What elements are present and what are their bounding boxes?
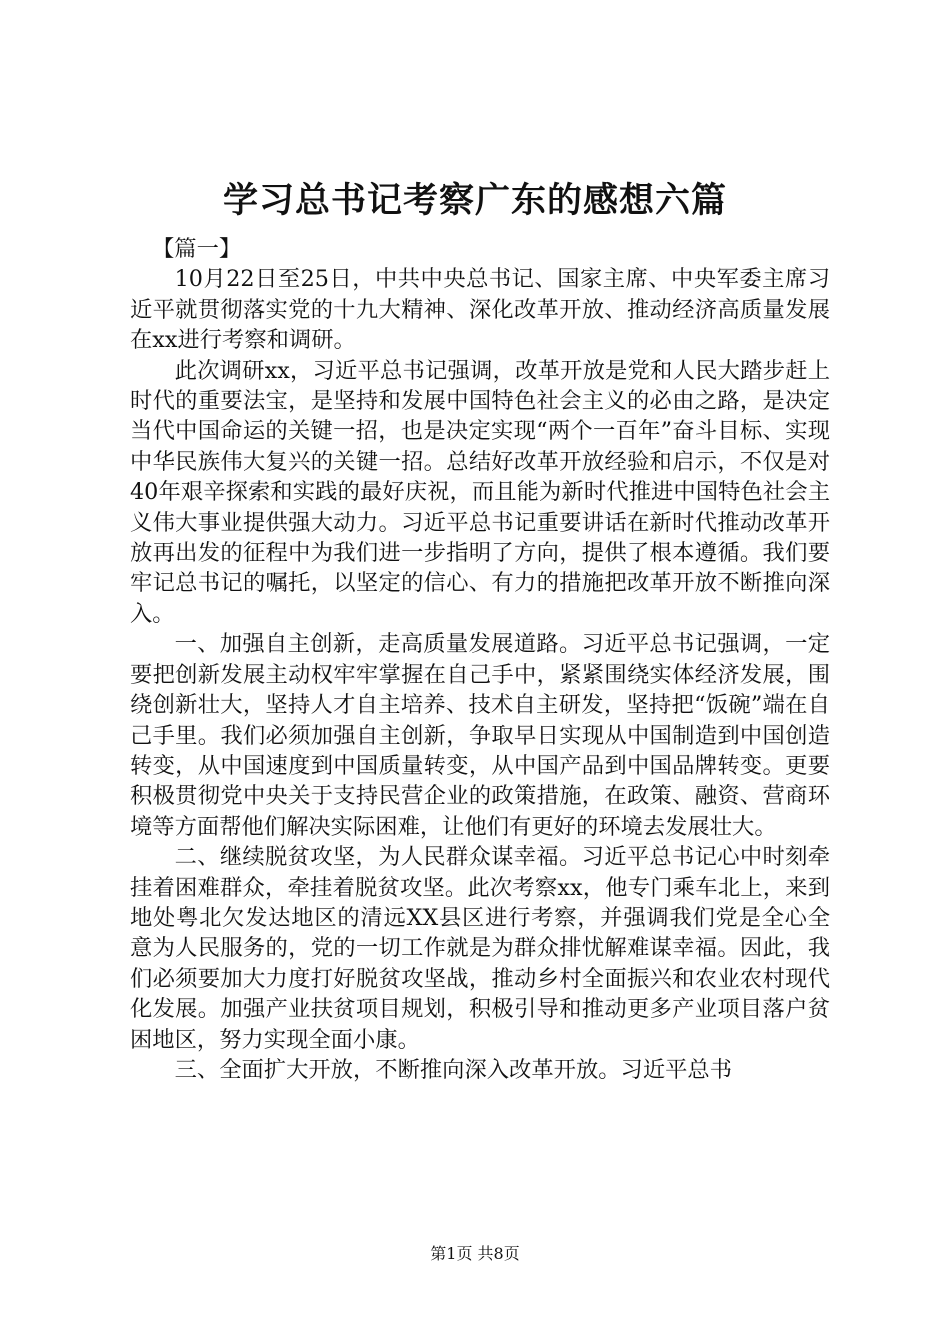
paragraph-reform: 此次调研xx，习近平总书记强调，改革开放是党和人民大踏步赶上时代的重要法宝，是坚持和发展中国特色社会主义的必由之路，是决定当代中国命运的关键一招，也是决定实现“两个一百年”奋斗目标、实现中华民族伟大复兴的关键一招。总结好改革开放经验和启示，不仅是对40年艰辛探索和实践的最好庆祝，而且能为新时代推进中国特色社会主义伟大事业提供强大动力。习近平总书记重要讲话在新时代推动改革开放再出发的征程中为我们进一步指明了方向，提供了根本遵循。我们要牢记总书记的嘱托，以坚定的信心、有力的措施把改革开放不断推向深入。 — [130, 357, 830, 627]
document-body — [130, 234, 830, 1085]
section-label: 【篇一】 — [152, 236, 242, 262]
paragraph-point-one: 一、加强自主创新，走高质量发展道路。习近平总书记强调，一定要把创新发展主动权牢牢掌握在自己手中，紧紧围绕实体经济发展，围绕创新壮大，坚持人才自主培养、技术自主研发，坚持把“饭碗”端在自己手里。我们必须加强自主创新，争取早日实现从中国制造到中国创造转变，从中国速度到中国质量转变，从中国产品到中国品牌转变。更要积极贯彻党中央关于支持民营企业的政策措施，在政策、融资、营商环境等方面帮他们解决实际困难，让他们有更好的环境去发展壮大。 — [130, 631, 830, 840]
paragraph-intro: 10月22日至25日，中共中央总书记、国家主席、中央军委主席习近平就贯彻落实党的十九大精神、深化改革开放、推动经济高质量发展在xx进行考察和调研。 — [130, 266, 830, 354]
document-title: 学习总书记考察广东的感想六篇 — [222, 180, 727, 221]
paragraph-point-two: 二、继续脱贫攻坚，为人民群众谋幸福。习近平总书记心中时刻牵挂着困难群众，牵挂着脱贫攻坚。此次考察xx，他专门乘车北上，来到地处粤北欠发达地区的清远XX县区进行考察，并强调我们党是全心全意为人民服务的，党的一切工作就是为群众排忧解难谋幸福。因此，我们必须要加大力度打好脱贫攻坚战，推动乡村全面振兴和农业农村现代化发展。加强产业扶贫项目规划，积极引导和推动更多产业项目落户贫困地区，努力实现全面小康。 — [130, 844, 830, 1053]
page-footer: 第1页 共8页 — [430, 1244, 520, 1263]
paragraph-point-three: 三、全面扩大开放，不断推向深入改革开放。习近平总书 — [174, 1056, 733, 1083]
